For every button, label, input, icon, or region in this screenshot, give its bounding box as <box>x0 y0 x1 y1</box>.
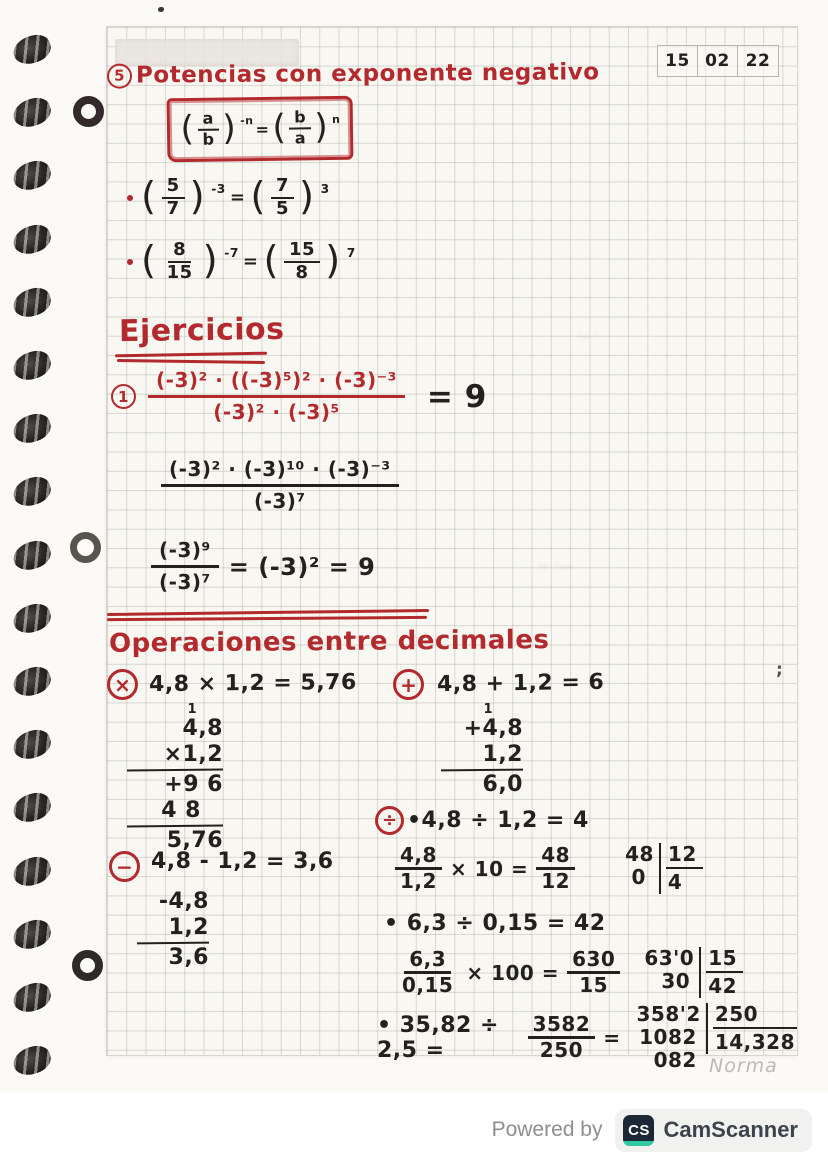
paper-brand-watermark: Norma <box>709 1055 778 1077</box>
fraction-numerator: 48 <box>536 845 575 870</box>
fraction-numerator: 4,8 <box>395 845 442 870</box>
dividend: 48 <box>625 842 654 866</box>
long-division <box>625 843 703 894</box>
equals-sign: = <box>229 187 246 209</box>
fraction-numerator: 8 <box>168 241 191 263</box>
fraction-numerator: 15 <box>284 241 320 263</box>
fraction-denominator: 0,15 <box>402 973 454 997</box>
exponent: n <box>332 113 341 127</box>
sum-line <box>441 768 523 771</box>
right-paren: ) <box>325 238 341 284</box>
exercise-step-1 <box>111 369 487 424</box>
left-paren: ( <box>141 174 157 220</box>
section-title <box>107 59 600 88</box>
punch-hole <box>72 950 103 981</box>
bullet-dot <box>127 195 133 201</box>
fraction-denominator: 7 <box>166 197 180 219</box>
divisor: 12 <box>666 843 703 869</box>
fraction-denominator: 15 <box>166 261 193 283</box>
divisor: 250 <box>713 1003 797 1029</box>
times-ten: × 10 = <box>449 856 529 881</box>
bullet-dot <box>127 259 133 265</box>
equals-sign: = <box>255 119 270 139</box>
camscanner-brand-text: CamScanner <box>663 1117 798 1142</box>
camscanner-footer <box>0 1100 812 1160</box>
column-result: 5,76 <box>166 827 223 853</box>
exponent: -3 <box>211 181 226 196</box>
spiral-binding-ring <box>10 726 54 762</box>
fraction-denominator: 1,2 <box>400 869 437 893</box>
powered-by-text: Powered by <box>491 1118 603 1141</box>
fraction-numerator: 630 <box>567 949 620 974</box>
date-month: 02 <box>698 46 738 76</box>
spiral-binding-ring <box>10 790 54 826</box>
spiral-binding-ring <box>10 284 54 320</box>
partial-product: 4 8 <box>161 797 201 823</box>
mult-column-work <box>127 703 223 854</box>
step-result: = (-3)² = 9 <box>228 552 376 581</box>
logo-text: CS <box>628 1121 650 1139</box>
quotient: 14,328 <box>714 1030 795 1054</box>
division-statement-2: • 6,3 ÷ 0,15 = 42 <box>384 911 606 936</box>
example-2 <box>127 238 356 284</box>
circled-divide-icon: ÷ <box>375 806 404 835</box>
date-box <box>657 45 779 77</box>
partial-product: +9 6 <box>164 771 223 797</box>
right-paren: ) <box>314 107 329 148</box>
right-paren: ) <box>202 238 219 284</box>
fraction-numerator: 5 <box>162 177 185 199</box>
example-1 <box>127 174 330 220</box>
exponent: -n <box>240 114 254 128</box>
heading-underline <box>117 359 265 364</box>
times-hundred: × 100 = <box>466 960 560 985</box>
fraction-denominator: 5 <box>276 197 290 219</box>
divisor: 15 <box>706 947 743 973</box>
column-row: 4,8 <box>182 716 223 741</box>
spiral-binding-ring <box>10 663 54 699</box>
spiral-binding-ring <box>10 94 54 130</box>
fraction-numerator: 7 <box>271 177 294 199</box>
formula-box <box>167 96 354 163</box>
punch-hole <box>73 96 104 127</box>
fraction-denominator: (-3)⁷ <box>159 570 211 594</box>
ejercicios-heading: Ejercicios <box>118 311 285 350</box>
fraction-denominator: 12 <box>541 869 571 893</box>
quotient: 42 <box>708 974 738 998</box>
remainder-row: 1082 <box>639 1025 697 1049</box>
division-statement-3: • 35,82 ÷ 2,5 = <box>377 1012 499 1063</box>
fraction-denominator: a <box>294 128 307 148</box>
camscanner-badge[interactable] <box>615 1109 812 1152</box>
fraction-denominator: (-3)⁷ <box>253 489 306 513</box>
column-result: 6,0 <box>482 771 523 797</box>
mult-statement: 4,8 × 1,2 = 5,76 <box>148 669 357 698</box>
division-working-2 <box>397 947 743 998</box>
exponent: 7 <box>346 245 356 260</box>
division-working-1 <box>395 843 703 894</box>
spiral-binding-ring <box>10 600 54 636</box>
spiral-binding-ring <box>10 158 54 194</box>
spiral-binding-ring <box>10 474 54 510</box>
remainder-row: 0 <box>631 865 646 889</box>
column-row: +4,8 <box>463 716 523 741</box>
column-row: ×1,2 <box>163 741 223 767</box>
fraction-denominator: 8 <box>295 261 309 283</box>
title-text: Potencias con exponente negativo <box>135 59 600 89</box>
left-paren: ( <box>250 174 266 220</box>
exponent: 3 <box>320 181 330 196</box>
column-row: 1,2 <box>482 741 523 767</box>
spiral-binding-ring <box>10 537 54 573</box>
heading-underline <box>115 352 267 358</box>
date-day: 15 <box>658 46 698 76</box>
fraction-numerator: (-3)² · (-3)¹⁰ · (-3)⁻³ <box>161 458 399 487</box>
fraction-denominator: 250 <box>539 1038 584 1062</box>
column-row: -4,8 <box>158 889 209 914</box>
section-divider <box>107 616 427 621</box>
fraction-numerator: a <box>197 111 219 131</box>
quotient: 4 <box>667 870 683 894</box>
equals-sign: = <box>242 251 259 273</box>
bleed-through-mark: ·– · <box>577 327 599 345</box>
spiral-binding-ring <box>10 916 54 952</box>
carry-digit: 1 <box>483 702 493 717</box>
circled-number-5: 5 <box>107 63 132 88</box>
bleed-through-mark: ~ ·— <box>537 557 575 575</box>
left-paren: ( <box>141 238 157 284</box>
fraction-numerator: (-3)⁹ <box>151 539 219 568</box>
fraction-denominator: b <box>202 129 215 149</box>
sum-line <box>137 942 209 945</box>
remainder-row: 082 <box>653 1048 697 1072</box>
spiral-binding-ring <box>10 31 54 67</box>
equals-sign: = <box>603 1025 621 1050</box>
dividend: 358'2 <box>636 1002 701 1026</box>
long-division <box>644 947 743 998</box>
column-result: 3,6 <box>168 944 209 970</box>
circled-minus-icon: − <box>109 851 140 882</box>
spiral-binding-ring <box>10 221 54 257</box>
sub-column-work <box>137 889 209 971</box>
spiral-binding-ring <box>10 410 54 446</box>
right-paren: ) <box>189 174 206 220</box>
spiral-binding-ring <box>10 853 54 889</box>
exercise-step-3 <box>151 539 375 594</box>
dividend: 63'0 <box>644 946 695 970</box>
right-paren: ) <box>222 108 237 149</box>
grid-paper <box>106 26 798 1077</box>
circled-plus-icon: + <box>393 669 424 700</box>
spiral-binding-ring <box>10 1042 54 1078</box>
camscanner-logo-icon <box>623 1115 654 1146</box>
fraction-numerator: (-3)² · ((-3)⁵)² · (-3)⁻³ <box>148 369 405 398</box>
fraction-numerator: 6,3 <box>404 949 451 974</box>
step-result: = 9 <box>426 378 487 415</box>
ink-speck <box>158 7 164 12</box>
section-divider <box>107 609 429 616</box>
fraction-numerator: b <box>289 109 311 129</box>
spiral-binding-ring <box>10 347 54 383</box>
spiral-binding-ring <box>10 979 54 1015</box>
right-paren: ) <box>299 174 315 220</box>
exponent: -7 <box>224 245 239 260</box>
carry-digit: 1 <box>187 702 197 717</box>
add-column-work <box>441 703 523 798</box>
div-statement: •4,8 ÷ 1,2 = 4 <box>407 808 589 833</box>
fraction-denominator: 15 <box>579 973 609 997</box>
circled-number-1: 1 <box>111 384 136 409</box>
sub-statement: 4,8 - 1,2 = 3,6 <box>151 849 334 874</box>
circled-multiply-icon: × <box>107 669 138 700</box>
column-row: 1,2 <box>168 914 209 940</box>
date-year: 22 <box>745 51 771 71</box>
fraction-numerator: 3582 <box>528 1014 596 1039</box>
fraction-denominator: (-3)² · (-3)⁵ <box>213 400 340 424</box>
punch-hole <box>70 532 101 563</box>
decimales-heading: Operaciones entre decimales <box>108 625 550 659</box>
exercise-step-2 <box>161 457 399 513</box>
stray-mark: ; <box>776 660 783 680</box>
add-statement: 4,8 + 1,2 = 6 <box>436 669 605 698</box>
left-paren: ( <box>263 238 280 284</box>
left-paren: ( <box>272 108 287 149</box>
left-paren: ( <box>180 109 195 150</box>
remainder-row: 30 <box>661 969 691 993</box>
